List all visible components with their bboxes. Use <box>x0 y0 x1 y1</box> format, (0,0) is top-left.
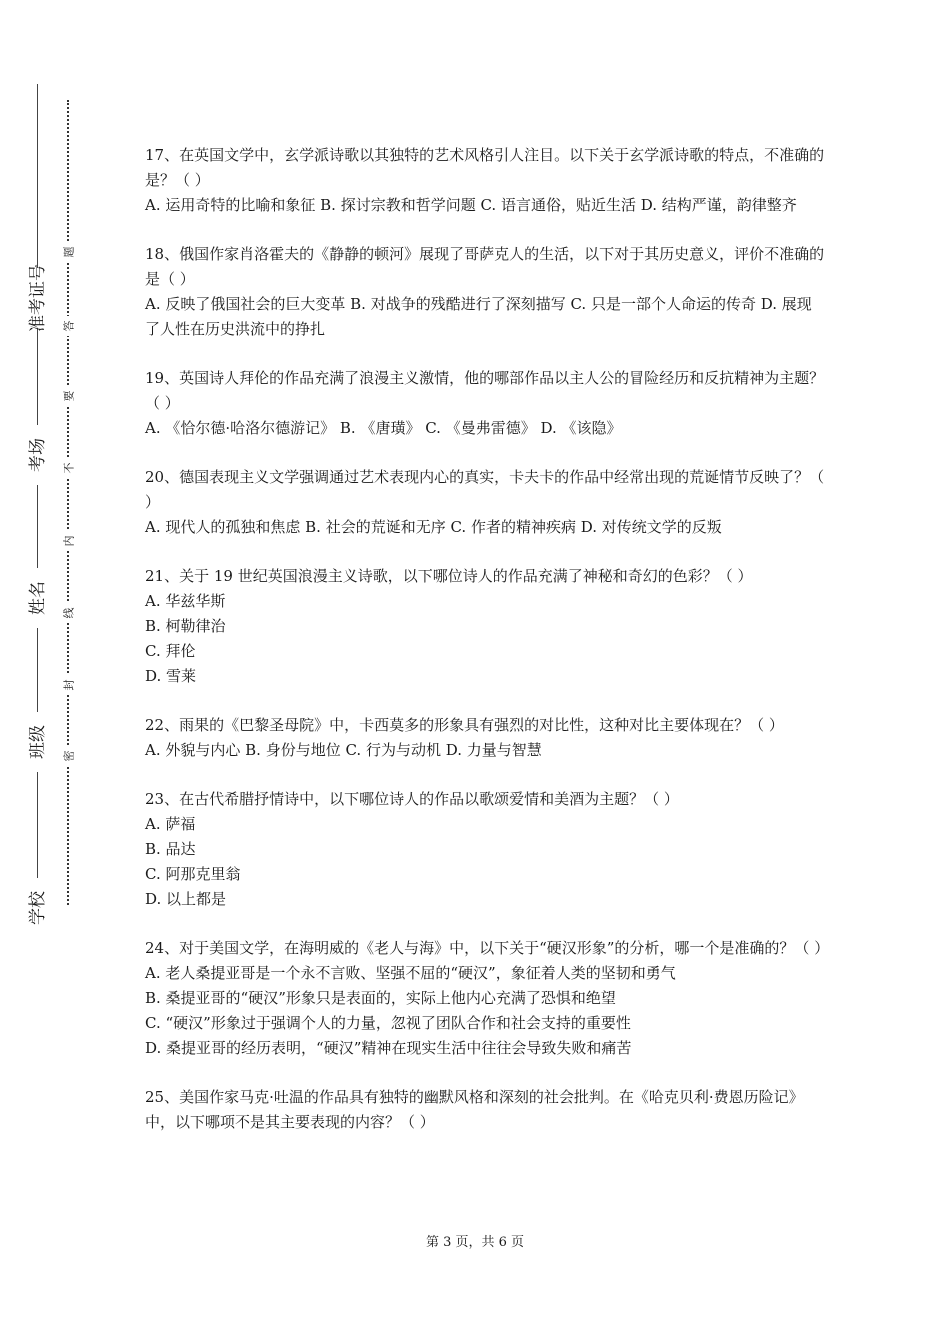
seal-char: 答 <box>58 316 78 336</box>
question-option: A. 老人桑提亚哥是一个永不言败、坚强不屈的“硬汉”，象征着人类的坚韧和勇气 <box>145 964 676 982</box>
question-stem: 18、俄国作家肖洛霍夫的《静静的顿河》展现了哥萨克人的生活，以下对于其历史意义，评价不准确的是（ ） <box>145 245 825 288</box>
field-label-school: 学校 <box>24 878 52 938</box>
question-option: C. 阿那克里翁 <box>145 865 241 883</box>
question-24 <box>145 936 830 1061</box>
question-17 <box>145 143 825 218</box>
field-label-class: 班级 <box>24 712 52 772</box>
question-options: A. 运用奇特的比喻和象征 B. 探讨宗教和哲学问题 C. 语言通俗，贴近生活 D. 结构严谨，韵律整齐 <box>145 196 797 214</box>
question-option: D. 雪莱 <box>145 667 197 685</box>
binding-dotted-line <box>67 100 69 905</box>
question-stem: 21、关于 19 世纪英国浪漫主义诗歌，以下哪位诗人的作品充满了神秘和奇幻的色彩？（ ） <box>145 567 753 585</box>
question-option: A. 萨福 <box>145 815 196 833</box>
question-option: D. 以上都是 <box>145 890 227 908</box>
question-stem: 22、雨果的《巴黎圣母院》中，卡西莫多的形象具有强烈的对比性，这种对比主要体现在？（ ） <box>145 716 784 734</box>
binding-solid-line <box>37 84 38 936</box>
field-label-name: 姓名 <box>24 568 52 628</box>
question-option: C. “硬汉”形象过于强调个人的力量，忽视了团队合作和社会支持的重要性 <box>145 1014 631 1032</box>
binding-margin <box>0 0 80 1344</box>
seal-char: 内 <box>58 531 78 551</box>
question-options: A. 《恰尔德·哈洛尔德游记》 B. 《唐璜》 C. 《曼弗雷德》 D. 《该隐》 <box>145 419 622 437</box>
question-25 <box>145 1085 825 1135</box>
field-label-admission: 准考证号 <box>24 268 52 328</box>
seal-char: 线 <box>58 603 78 623</box>
question-options: A. 现代人的孤独和焦虑 B. 社会的荒诞和无序 C. 作者的精神疾病 D. 对传统文学的反叛 <box>145 518 722 536</box>
question-option: B. 柯勒律治 <box>145 617 226 635</box>
seal-char: 不 <box>58 458 78 478</box>
seal-char: 题 <box>58 242 78 262</box>
question-option: B. 桑提亚哥的“硬汉”形象只是表面的，实际上他内心充满了恐惧和绝望 <box>145 989 616 1007</box>
question-option: D. 桑提亚哥的经历表明，“硬汉”精神在现实生活中往往会导致失败和痛苦 <box>145 1039 632 1057</box>
question-stem: 17、在英国文学中，玄学派诗歌以其独特的艺术风格引人注目。以下关于玄学派诗歌的特点，不准确的是？（ ） <box>145 146 825 189</box>
question-stem: 23、在古代希腊抒情诗中，以下哪位诗人的作品以歌颂爱情和美酒为主题？（ ） <box>145 790 679 808</box>
seal-char: 要 <box>58 386 78 406</box>
question-options: A. 反映了俄国社会的巨大变革 B. 对战争的残酷进行了深刻描写 C. 只是一部个人命运的传奇 D. 展现了人性在历史洪流中的挣扎 <box>145 295 812 338</box>
question-list <box>145 143 830 1159</box>
question-option: A. 华兹华斯 <box>145 592 226 610</box>
field-label-room: 考场 <box>24 425 52 485</box>
seal-char: 封 <box>58 675 78 695</box>
question-stem: 24、对于美国文学，在海明威的《老人与海》中，以下关于“硬汉形象”的分析，哪一个是准确的？（ ） <box>145 939 830 957</box>
question-stem: 25、美国作家马克·吐温的作品具有独特的幽默风格和深刻的社会批判。在《哈克贝利·费恩历险记》中，以下哪项不是其主要表现的内容？（ ） <box>145 1088 804 1131</box>
question-22 <box>145 713 825 763</box>
question-19 <box>145 366 825 441</box>
question-stem: 19、英国诗人拜伦的作品充满了浪漫主义激情，他的哪部作品以主人公的冒险经历和反抗精神为主题？（ ） <box>145 369 825 412</box>
question-stem: 20、德国表现主义文学强调通过艺术表现内心的真实，卡夫卡的作品中经常出现的荒诞情节反映了？（ ） <box>145 468 825 511</box>
question-20 <box>145 465 825 540</box>
question-21 <box>145 564 825 689</box>
question-options: A. 外貌与内心 B. 身份与地位 C. 行为与动机 D. 力量与智慧 <box>145 741 542 759</box>
seal-char: 密 <box>58 746 78 766</box>
question-option: B. 品达 <box>145 840 196 858</box>
question-18 <box>145 242 825 342</box>
question-option: C. 拜伦 <box>145 642 196 660</box>
page-number: 第 3 页，共 6 页 <box>425 1235 525 1250</box>
question-23 <box>145 787 825 912</box>
